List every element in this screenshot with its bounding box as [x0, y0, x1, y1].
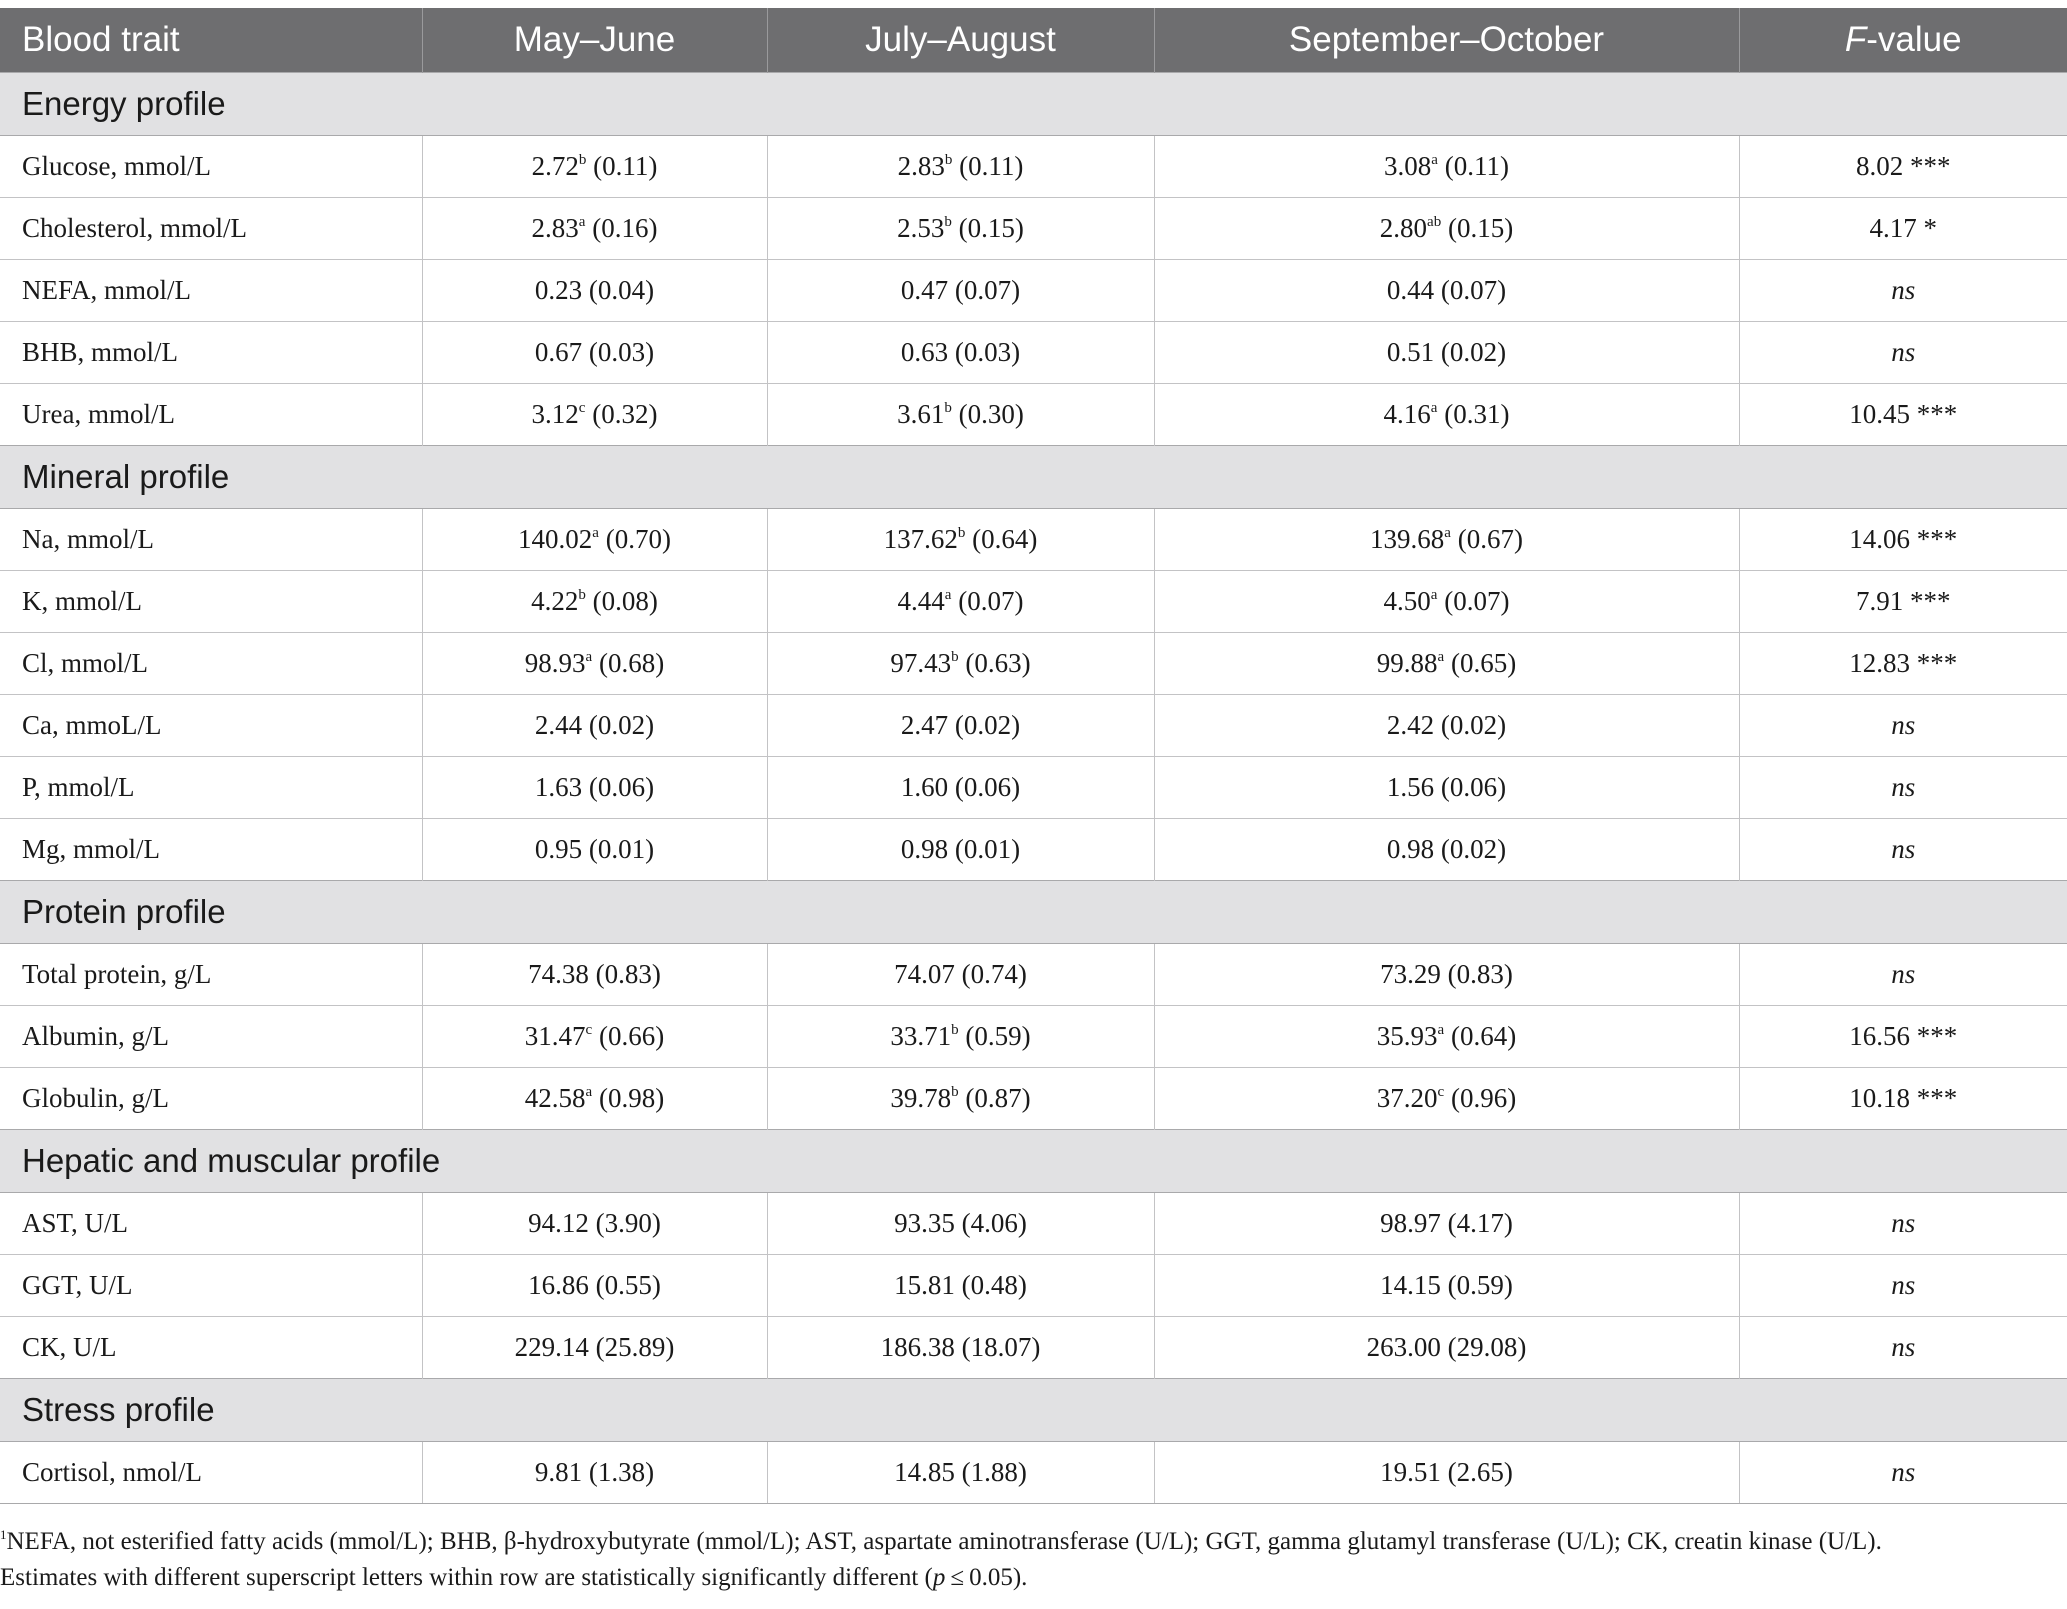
footnote-abbreviations: NEFA, not esterified fatty acids (mmol/L); BHB, β-hydroxybutyrate (mmol/L); AST, aspartate aminotransferase (U/L); GGT, gamma glutamyl transferase (U/L); CK, creatin kinase (U/L).: [6, 1528, 1882, 1555]
table-body: [0, 72, 2067, 1503]
header-may-june: May–June: [422, 8, 767, 72]
standard-error: (0.31): [1444, 398, 1510, 429]
standard-error: (0.07): [958, 585, 1024, 616]
f-value-cell: [1739, 1192, 2067, 1254]
standard-error: (4.06): [961, 1207, 1027, 1238]
estimate-cell: [1154, 508, 1739, 570]
standard-error: (0.03): [588, 336, 655, 367]
estimate-value: 9.81: [534, 1456, 583, 1487]
trait-cell: GGT, U/L: [0, 1254, 422, 1316]
estimate-cell: [767, 632, 1154, 694]
trait-cell: Albumin, g/L: [0, 1005, 422, 1067]
f-value: 10.18 ***: [1849, 1082, 1958, 1113]
table-row: [0, 570, 2067, 632]
estimate-cell: [767, 1441, 1154, 1503]
significance-letter: a: [1437, 1021, 1445, 1038]
standard-error: (29.08): [1447, 1331, 1527, 1362]
standard-error: (0.59): [1447, 1269, 1513, 1300]
table-row: [0, 321, 2067, 383]
standard-error: (3.90): [595, 1207, 661, 1238]
f-value: 7.91 ***: [1856, 585, 1951, 616]
section-header-row: [0, 880, 2067, 943]
header-f-suffix: -value: [1866, 19, 1962, 59]
estimate-cell: [1154, 135, 1739, 197]
f-value: ns: [1891, 771, 1916, 802]
section-header-row: [0, 1129, 2067, 1192]
estimate-cell: [422, 508, 767, 570]
significance-letter: c: [1437, 1083, 1445, 1100]
section-title: Energy profile: [0, 72, 2067, 135]
significance-letter: b: [951, 1083, 959, 1100]
trait-cell: Urea, mmol/L: [0, 383, 422, 445]
estimate-value: 0.67: [534, 336, 583, 367]
estimate-cell: [767, 1254, 1154, 1316]
footnote-line-2: [0, 1560, 2067, 1596]
estimate-cell: [422, 570, 767, 632]
f-value-cell: [1739, 570, 2067, 632]
f-value-cell: [1739, 1316, 2067, 1378]
table-row: [0, 1005, 2067, 1067]
significance-letter: a: [585, 1083, 593, 1100]
trait-cell: K, mmol/L: [0, 570, 422, 632]
f-value: ns: [1891, 1331, 1916, 1362]
section-title: Protein profile: [0, 880, 2067, 943]
estimate-value: 19.51: [1380, 1456, 1441, 1487]
estimate-value: 99.88: [1376, 647, 1438, 678]
section-header-row: [0, 445, 2067, 508]
standard-error: (0.70): [605, 523, 671, 554]
estimate-value: 33.71: [890, 1020, 952, 1051]
significance-letter: a: [578, 213, 586, 230]
significance-letter: a: [585, 648, 593, 665]
estimate-value: 98.97: [1380, 1207, 1441, 1238]
trait-cell: Glucose, mmol/L: [0, 135, 422, 197]
f-value-cell: [1739, 135, 2067, 197]
estimate-cell: [767, 1192, 1154, 1254]
estimate-cell: [422, 818, 767, 880]
significance-letter: b: [957, 524, 966, 541]
trait-cell: Globulin, g/L: [0, 1067, 422, 1129]
table-row: [0, 632, 2067, 694]
standard-error: (0.06): [1440, 771, 1507, 802]
standard-error: (0.64): [1450, 1020, 1517, 1051]
estimate-cell: [1154, 259, 1739, 321]
f-value-cell: [1739, 321, 2067, 383]
trait-cell: Ca, mmoL/L: [0, 694, 422, 756]
significance-letter: b: [944, 399, 952, 416]
estimate-value: 137.62: [883, 523, 958, 554]
estimate-cell: [767, 383, 1154, 445]
estimate-value: 2.53: [897, 212, 945, 243]
estimate-value: 2.83: [531, 212, 579, 243]
standard-error: (0.96): [1450, 1082, 1517, 1113]
standard-error: (0.07): [1444, 585, 1510, 616]
f-value: ns: [1891, 1207, 1916, 1238]
standard-error: (0.66): [598, 1020, 665, 1051]
footnote-line-1: [0, 1524, 2067, 1560]
estimate-value: 4.22: [531, 585, 579, 616]
table-row: [0, 1067, 2067, 1129]
standard-error: (25.89): [595, 1331, 675, 1362]
trait-cell: P, mmol/L: [0, 756, 422, 818]
estimate-value: 0.63: [900, 336, 949, 367]
footnote-p-threshold: ≤ 0.05).: [945, 1564, 1028, 1591]
estimate-value: 97.43: [890, 647, 952, 678]
estimate-cell: [767, 1005, 1154, 1067]
standard-error: (0.59): [965, 1020, 1031, 1051]
estimate-cell: [767, 259, 1154, 321]
estimate-value: 140.02: [518, 523, 593, 554]
significance-letter: ab: [1427, 213, 1442, 230]
standard-error: (0.55): [595, 1269, 661, 1300]
f-value: 16.56 ***: [1849, 1020, 1958, 1051]
significance-letter: b: [951, 648, 959, 665]
estimate-value: 14.85: [894, 1456, 955, 1487]
significance-letter: b: [944, 213, 952, 230]
estimate-cell: [767, 943, 1154, 1005]
estimate-cell: [1154, 1067, 1739, 1129]
table-row: [0, 694, 2067, 756]
estimate-cell: [767, 1316, 1154, 1378]
standard-error: (0.64): [972, 523, 1038, 554]
f-value: 8.02 ***: [1856, 150, 1951, 181]
estimate-value: 2.80: [1379, 212, 1428, 243]
estimate-cell: [1154, 943, 1739, 1005]
f-value-cell: [1739, 508, 2067, 570]
estimate-cell: [1154, 818, 1739, 880]
estimate-value: 3.61: [897, 398, 945, 429]
estimate-value: 2.42: [1386, 709, 1435, 740]
table-row: [0, 756, 2067, 818]
estimate-cell: [1154, 632, 1739, 694]
estimate-cell: [1154, 321, 1739, 383]
estimate-cell: [422, 383, 767, 445]
footnote-marker: 1: [0, 1527, 7, 1542]
trait-cell: AST, U/L: [0, 1192, 422, 1254]
standard-error: (0.04): [588, 274, 655, 305]
estimate-value: 139.68: [1370, 523, 1445, 554]
trait-cell: Na, mmol/L: [0, 508, 422, 570]
estimate-value: 2.72: [531, 150, 579, 181]
standard-error: (0.02): [1440, 709, 1507, 740]
significance-letter: a: [1430, 399, 1438, 416]
standard-error: (0.16): [592, 212, 658, 243]
estimate-cell: [1154, 570, 1739, 632]
estimate-value: 74.38: [528, 958, 589, 989]
standard-error: (0.15): [958, 212, 1024, 243]
f-value-cell: [1739, 694, 2067, 756]
estimate-value: 94.12: [528, 1207, 589, 1238]
estimate-value: 4.44: [897, 585, 945, 616]
trait-cell: BHB, mmol/L: [0, 321, 422, 383]
estimate-value: 3.08: [1384, 150, 1432, 181]
significance-letter: c: [578, 399, 586, 416]
significance-letter: a: [1431, 151, 1438, 168]
section-title: Hepatic and muscular profile: [0, 1129, 2067, 1192]
f-value-cell: [1739, 1254, 2067, 1316]
standard-error: (0.08): [592, 585, 658, 616]
f-value-cell: [1739, 259, 2067, 321]
estimate-cell: [422, 756, 767, 818]
f-value-cell: [1739, 943, 2067, 1005]
standard-error: (0.74): [961, 958, 1027, 989]
section-header-row: [0, 72, 2067, 135]
estimate-cell: [767, 508, 1154, 570]
trait-cell: CK, U/L: [0, 1316, 422, 1378]
estimate-value: 39.78: [890, 1082, 952, 1113]
estimate-cell: [422, 1316, 767, 1378]
section-header-row: [0, 1378, 2067, 1441]
estimate-value: 93.35: [894, 1207, 955, 1238]
trait-cell: NEFA, mmol/L: [0, 259, 422, 321]
table-row: [0, 1254, 2067, 1316]
significance-letter: a: [1444, 524, 1451, 541]
estimate-value: 73.29: [1380, 958, 1441, 989]
f-value-cell: [1739, 383, 2067, 445]
section-title: Stress profile: [0, 1378, 2067, 1441]
estimate-cell: [1154, 1254, 1739, 1316]
estimate-cell: [767, 321, 1154, 383]
estimate-cell: [1154, 197, 1739, 259]
standard-error: (0.02): [1440, 833, 1507, 864]
header-row: [0, 8, 2067, 72]
standard-error: (0.02): [1440, 336, 1507, 367]
standard-error: (0.83): [595, 958, 661, 989]
estimate-cell: [422, 135, 767, 197]
footnote-significance-text: Estimates with different superscript letters within row are statistically significantly different (: [0, 1564, 933, 1591]
standard-error: (0.65): [1450, 647, 1517, 678]
estimate-cell: [767, 756, 1154, 818]
standard-error: (0.02): [588, 709, 655, 740]
estimate-value: 1.63: [534, 771, 583, 802]
f-value-cell: [1739, 818, 2067, 880]
standard-error: (0.87): [965, 1082, 1031, 1113]
standard-error: (0.15): [1447, 212, 1514, 243]
f-value: 14.06 ***: [1849, 523, 1958, 554]
estimate-value: 1.60: [900, 771, 949, 802]
standard-error: (0.63): [965, 647, 1031, 678]
f-value: ns: [1891, 958, 1916, 989]
estimate-cell: [422, 1005, 767, 1067]
standard-error: (0.11): [593, 150, 658, 181]
estimate-cell: [1154, 694, 1739, 756]
estimate-value: 0.98: [900, 833, 949, 864]
estimate-value: 2.83: [897, 150, 945, 181]
estimate-cell: [767, 1067, 1154, 1129]
estimate-value: 31.47: [524, 1020, 586, 1051]
estimate-value: 229.14: [514, 1331, 589, 1362]
standard-error: (0.48): [961, 1269, 1027, 1300]
standard-error: (0.06): [588, 771, 655, 802]
significance-letter: a: [1430, 586, 1438, 603]
estimate-value: 0.95: [534, 833, 583, 864]
estimate-cell: [422, 259, 767, 321]
estimate-value: 0.98: [1386, 833, 1435, 864]
estimate-value: 14.15: [1380, 1269, 1441, 1300]
estimate-value: 15.81: [894, 1269, 955, 1300]
estimate-cell: [1154, 756, 1739, 818]
section-title: Mineral profile: [0, 445, 2067, 508]
standard-error: (2.65): [1447, 1456, 1513, 1487]
estimate-value: 35.93: [1376, 1020, 1438, 1051]
standard-error: (0.32): [592, 398, 658, 429]
estimate-cell: [422, 943, 767, 1005]
estimate-value: 16.86: [528, 1269, 589, 1300]
table-row: [0, 508, 2067, 570]
standard-error: (0.06): [954, 771, 1021, 802]
f-value: 12.83 ***: [1849, 647, 1958, 678]
estimate-value: 0.44: [1386, 274, 1435, 305]
f-value: ns: [1891, 833, 1916, 864]
estimate-value: 0.47: [900, 274, 949, 305]
table-row: [0, 135, 2067, 197]
standard-error: (0.11): [959, 150, 1024, 181]
standard-error: (1.88): [961, 1456, 1027, 1487]
estimate-cell: [422, 632, 767, 694]
trait-cell: Total protein, g/L: [0, 943, 422, 1005]
standard-error: (18.07): [961, 1331, 1041, 1362]
estimate-cell: [422, 197, 767, 259]
estimate-cell: [1154, 1441, 1739, 1503]
header-f-letter: F: [1844, 19, 1867, 59]
estimate-value: 0.23: [534, 274, 583, 305]
trait-cell: Cortisol, nmol/L: [0, 1441, 422, 1503]
estimate-value: 98.93: [524, 647, 586, 678]
f-value-cell: [1739, 632, 2067, 694]
estimate-value: 37.20: [1376, 1082, 1438, 1113]
trait-cell: Cholesterol, mmol/L: [0, 197, 422, 259]
estimate-value: 0.51: [1386, 336, 1435, 367]
estimate-value: 74.07: [894, 958, 955, 989]
estimate-value: 1.56: [1386, 771, 1435, 802]
significance-letter: a: [1437, 648, 1445, 665]
estimate-value: 186.38: [880, 1331, 955, 1362]
blood-traits-table: [0, 8, 2067, 1504]
estimate-cell: [767, 570, 1154, 632]
estimate-cell: [1154, 1316, 1739, 1378]
table-footnote: [0, 1524, 2067, 1596]
f-value: ns: [1891, 709, 1916, 740]
table-row: [0, 1316, 2067, 1378]
estimate-cell: [422, 321, 767, 383]
trait-cell: Cl, mmol/L: [0, 632, 422, 694]
estimate-cell: [767, 135, 1154, 197]
estimate-value: 4.16: [1383, 398, 1431, 429]
significance-letter: a: [944, 586, 952, 603]
f-value: 4.17 *: [1869, 212, 1937, 243]
significance-letter: c: [585, 1021, 593, 1038]
header-july-august: July–August: [767, 8, 1154, 72]
footnote-p-symbol: p: [932, 1564, 946, 1591]
table-header: [0, 8, 2067, 72]
table-row: [0, 818, 2067, 880]
standard-error: (0.07): [1440, 274, 1507, 305]
estimate-cell: [767, 694, 1154, 756]
estimate-cell: [422, 694, 767, 756]
table-row: [0, 1441, 2067, 1503]
header-blood-trait: Blood trait: [22, 19, 180, 59]
estimate-cell: [422, 1254, 767, 1316]
estimate-value: 3.12: [531, 398, 579, 429]
standard-error: (4.17): [1447, 1207, 1513, 1238]
estimate-value: 263.00: [1366, 1331, 1441, 1362]
significance-letter: a: [592, 524, 599, 541]
standard-error: (0.67): [1457, 523, 1523, 554]
f-value-cell: [1739, 1005, 2067, 1067]
trait-cell: Mg, mmol/L: [0, 818, 422, 880]
standard-error: (0.01): [588, 833, 655, 864]
table-row: [0, 259, 2067, 321]
significance-letter: b: [578, 586, 586, 603]
estimate-cell: [1154, 383, 1739, 445]
standard-error: (1.38): [588, 1456, 655, 1487]
estimate-cell: [1154, 1005, 1739, 1067]
table-row: [0, 1192, 2067, 1254]
significance-letter: b: [951, 1021, 959, 1038]
estimate-cell: [1154, 1192, 1739, 1254]
significance-letter: b: [578, 151, 587, 168]
f-value: ns: [1891, 336, 1916, 367]
f-value-cell: [1739, 756, 2067, 818]
estimate-value: 4.50: [1383, 585, 1431, 616]
estimate-cell: [767, 197, 1154, 259]
table-row: [0, 943, 2067, 1005]
f-value-cell: [1739, 1067, 2067, 1129]
standard-error: (0.01): [954, 833, 1021, 864]
standard-error: (0.11): [1444, 150, 1509, 181]
estimate-cell: [422, 1441, 767, 1503]
standard-error: (0.83): [1447, 958, 1513, 989]
standard-error: (0.68): [598, 647, 665, 678]
estimate-cell: [422, 1192, 767, 1254]
f-value-cell: [1739, 197, 2067, 259]
header-september-october: September–October: [1154, 8, 1739, 72]
estimate-value: 42.58: [524, 1082, 586, 1113]
standard-error: (0.30): [958, 398, 1024, 429]
table-row: [0, 383, 2067, 445]
standard-error: (0.07): [954, 274, 1021, 305]
standard-error: (0.03): [954, 336, 1021, 367]
estimate-cell: [767, 818, 1154, 880]
f-value: ns: [1891, 1269, 1916, 1300]
estimate-value: 2.44: [534, 709, 583, 740]
significance-letter: b: [944, 151, 953, 168]
estimate-cell: [422, 1067, 767, 1129]
estimate-value: 2.47: [900, 709, 949, 740]
table-row: [0, 197, 2067, 259]
f-value: 10.45 ***: [1849, 398, 1958, 429]
standard-error: (0.02): [954, 709, 1021, 740]
f-value: ns: [1891, 274, 1916, 305]
standard-error: (0.98): [598, 1082, 665, 1113]
f-value-cell: [1739, 1441, 2067, 1503]
f-value: ns: [1891, 1456, 1916, 1487]
header-f-value: [1739, 8, 2067, 72]
